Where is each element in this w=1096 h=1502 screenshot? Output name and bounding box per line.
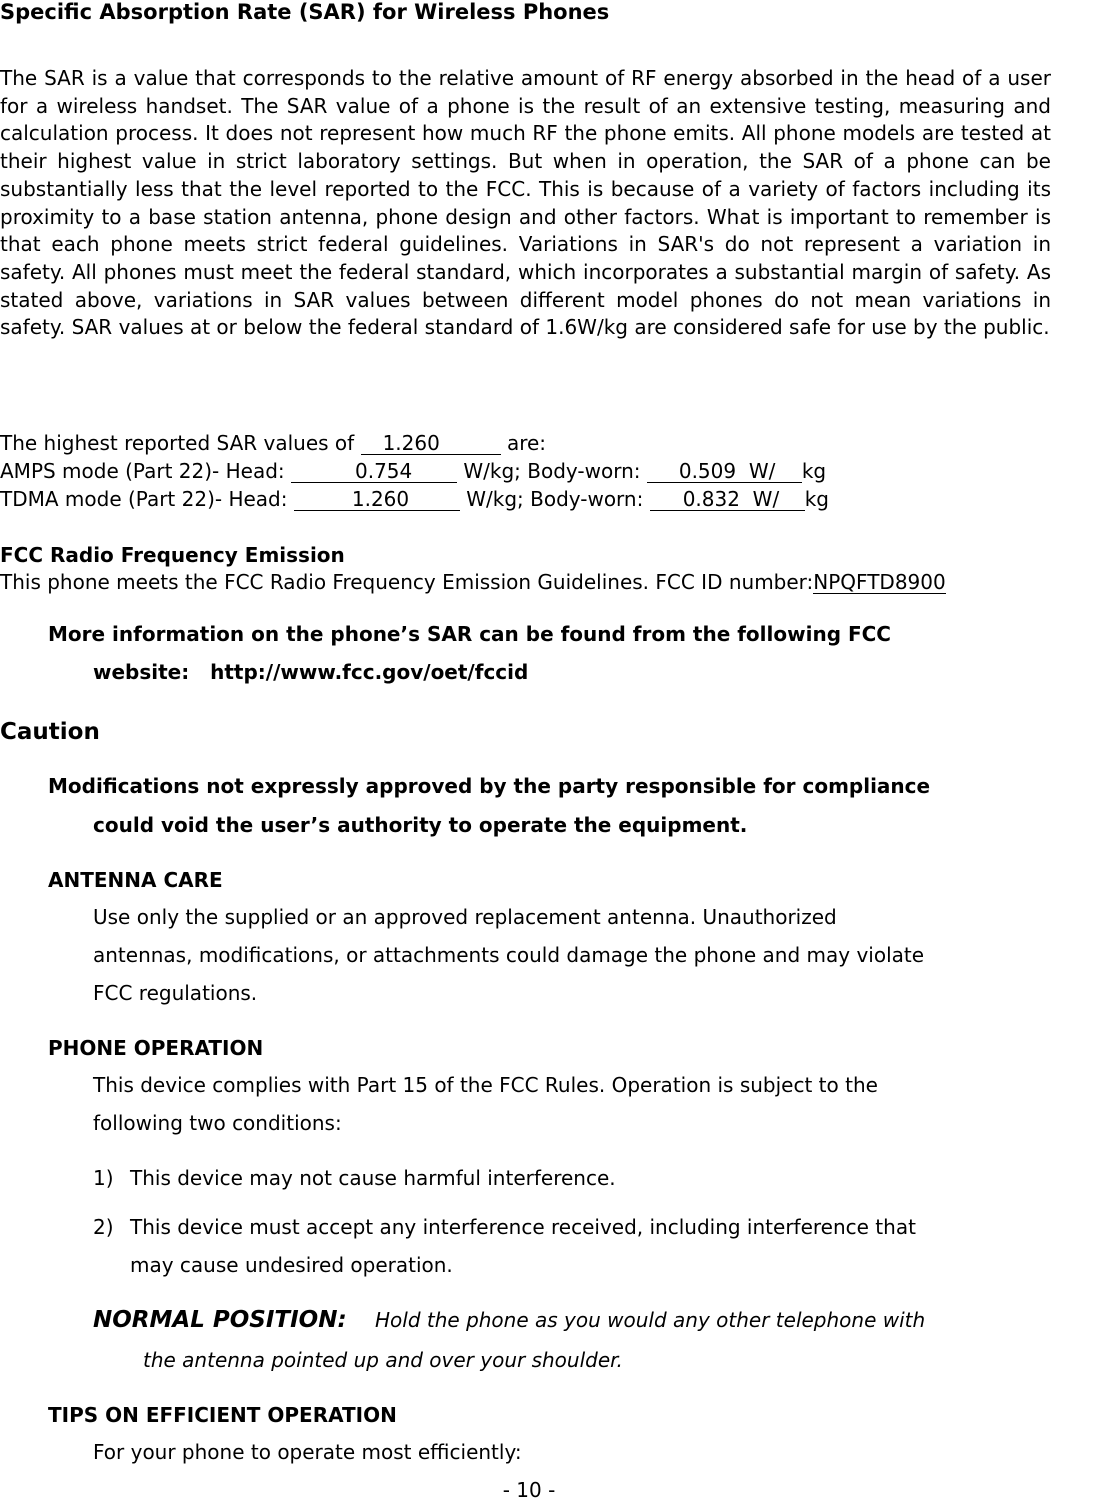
tips-line1: For your phone to operate most efficiently:	[93, 1440, 522, 1464]
normal-position-text: Hold the phone as you would any other telephone with	[375, 1308, 926, 1332]
amps-sar-line	[0, 459, 826, 483]
normal-position-line1	[93, 1307, 925, 1333]
amps-mid-text: W/kg; Body-worn:	[463, 459, 641, 483]
phone-operation-line2: following two conditions:	[93, 1111, 342, 1135]
normal-position-label: NORMAL POSITION:	[93, 1307, 347, 1333]
page-number: - 10 -	[502, 1478, 556, 1502]
caution-heading: Caution	[0, 719, 100, 745]
antenna-care-line3: FCC regulations.	[93, 981, 258, 1005]
phone-operation-heading: PHONE OPERATION	[48, 1036, 264, 1060]
highest-sar-suffix: are:	[506, 431, 547, 455]
highest-sar-prefix: The highest reported SAR values of	[0, 431, 355, 455]
condition-2-line1: This device must accept any interference received, including interference that	[130, 1215, 916, 1239]
fcc-more-info-line2: website: http://www.fcc.gov/oet/fccid	[93, 660, 529, 684]
caution-mod-line2: could void the user’s authority to operate the equipment.	[93, 813, 748, 837]
caution-mod-line1: Modifications not expressly approved by the party responsible for compliance	[48, 774, 931, 798]
condition-2-number: 2)	[93, 1215, 114, 1239]
amps-unit: kg	[801, 459, 827, 483]
highest-sar-line	[0, 431, 546, 455]
tdma-head-value: 1.260	[294, 488, 460, 511]
tdma-mid-text: W/kg; Body-worn:	[466, 487, 644, 511]
tdma-body-value: 0.832 W/	[650, 488, 805, 511]
highest-sar-value: 1.260	[361, 432, 501, 455]
amps-body-value: 0.509 W/	[647, 460, 802, 483]
condition-1-number: 1)	[93, 1166, 114, 1190]
fcc-heading: FCC Radio Frequency Emission	[0, 543, 345, 567]
condition-1-text: This device may not cause harmful interference.	[130, 1166, 616, 1190]
fcc-emission-line	[0, 570, 946, 594]
phone-operation-line1: This device complies with Part 15 of the FCC Rules. Operation is subject to the	[93, 1073, 878, 1097]
normal-position-line2: the antenna pointed up and over your shoulder.	[143, 1348, 623, 1372]
amps-head-value: 0.754	[291, 460, 457, 483]
fcc-more-info-line1: More information on the phone’s SAR can be found from the following FCC	[48, 622, 891, 646]
tips-heading: TIPS ON EFFICIENT OPERATION	[48, 1403, 397, 1427]
tdma-unit: kg	[804, 487, 829, 511]
amps-label: AMPS mode (Part 22)- Head:	[0, 459, 285, 483]
page-title: Specific Absorption Rate (SAR) for Wireless Phones	[0, 0, 610, 24]
fcc-id-number: NPQFTD8900	[813, 570, 946, 594]
sar-intro-paragraph: The SAR is a value that corresponds to the relative amount of RF energy absorbed in the head of a user for a wireless handset. The SAR value of a phone is the result of an extensive testing, measuring and calculation process. It does not represent how much RF the phone emits. All phone models are tested at their highest value in strict laboratory settings. But when in operation, the SAR of a phone can be substantially less that the level reported to the FCC. This is because of a variety of factors including its proximity to a base station antenna, phone design and other factors. What is important to remember is that each phone meets strict federal guidelines. Variations in SAR's do not represent a variation in safety. All phones must meet the federal standard, which incorporates a substantial margin of safety. As stated above, variations in SAR values between different model phones do not mean variations in safety. SAR values at or below the federal standard of 1.6W/kg are considered safe for use by the public.	[0, 66, 1051, 340]
condition-2-line2: may cause undesired operation.	[130, 1253, 453, 1277]
antenna-care-heading: ANTENNA CARE	[48, 868, 223, 892]
fcc-emission-text: This phone meets the FCC Radio Frequency Emission Guidelines. FCC ID number:	[0, 570, 814, 594]
antenna-care-line2: antennas, modifications, or attachments could damage the phone and may violate	[93, 943, 925, 967]
antenna-care-line1: Use only the supplied or an approved replacement antenna. Unauthorized	[93, 905, 837, 929]
tdma-sar-line	[0, 487, 829, 511]
tdma-label: TDMA mode (Part 22)- Head:	[0, 487, 288, 511]
